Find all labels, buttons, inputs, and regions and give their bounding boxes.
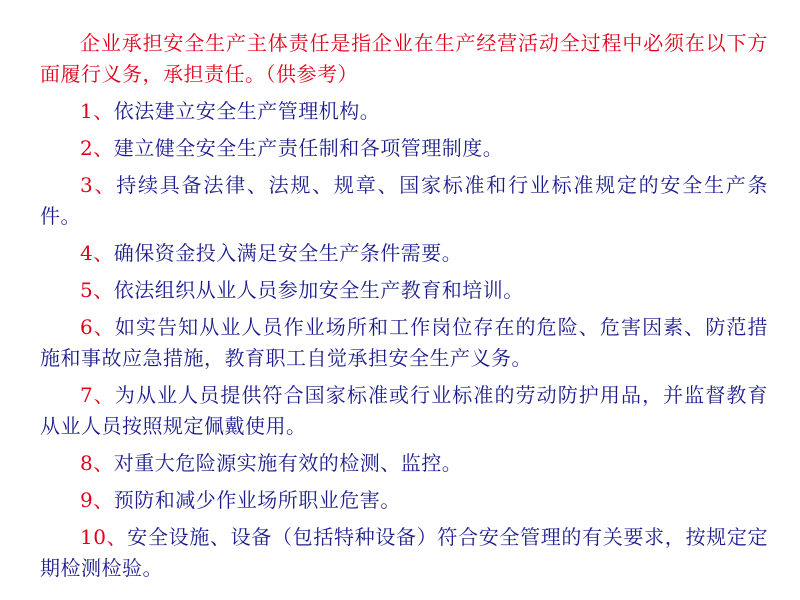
item-number: 5、 xyxy=(80,278,114,302)
item-text: 确保资金投入满足安全生产条件需要。 xyxy=(113,241,463,265)
item-text: 安全设施、设备（包括特种设备）符合安全管理的有关要求，按规定定期检测检验。 xyxy=(40,525,768,580)
item-number: 9、 xyxy=(80,488,114,512)
list-item-9 xyxy=(40,485,768,516)
list-item-4 xyxy=(40,238,768,269)
item-number: 2、 xyxy=(80,136,114,160)
item-number: 1、 xyxy=(80,99,114,123)
list-item-6 xyxy=(40,312,768,374)
item-text: 预防和减少作业场所职业危害。 xyxy=(113,488,401,512)
item-number: 4、 xyxy=(80,241,114,265)
item-number: 6、 xyxy=(80,315,115,339)
item-number: 10、 xyxy=(80,525,128,549)
list-item-7 xyxy=(40,380,768,442)
item-text: 对重大危险源实施有效的检测、监控。 xyxy=(113,451,463,475)
list-item-5 xyxy=(40,275,768,306)
item-number: 3、 xyxy=(80,173,117,197)
slide-content xyxy=(40,28,768,590)
item-number: 8、 xyxy=(80,451,114,475)
item-text: 依法组织从业人员参加安全生产教育和培训。 xyxy=(113,278,524,302)
intro-paragraph: 企业承担安全生产主体责任是指企业在生产经营活动全过程中必须在以下方面履行义务，承担责任。（供参考） xyxy=(40,31,768,86)
item-text: 依法建立安全生产管理机构。 xyxy=(113,99,381,123)
item-number: 7、 xyxy=(80,383,115,407)
list-item-8 xyxy=(40,448,768,479)
item-text: 如实告知从业人员作业场所和工作岗位存在的危险、危害因素、防范措施和事故应急措施，教育职工自觉承担安全生产义务。 xyxy=(40,315,768,370)
item-text: 持续具备法律、法规、规章、国家标准和行业标准规定的安全生产条件。 xyxy=(40,173,768,228)
list-item-10 xyxy=(40,522,768,584)
item-text: 为从业人员提供符合国家标准或行业标准的劳动防护用品，并监督教育从业人员按照规定佩戴使用。 xyxy=(40,383,768,438)
list-item-1 xyxy=(40,96,768,127)
list-item-3 xyxy=(40,170,768,232)
item-text: 建立健全安全生产责任制和各项管理制度。 xyxy=(113,136,504,160)
list-item-2 xyxy=(40,133,768,164)
